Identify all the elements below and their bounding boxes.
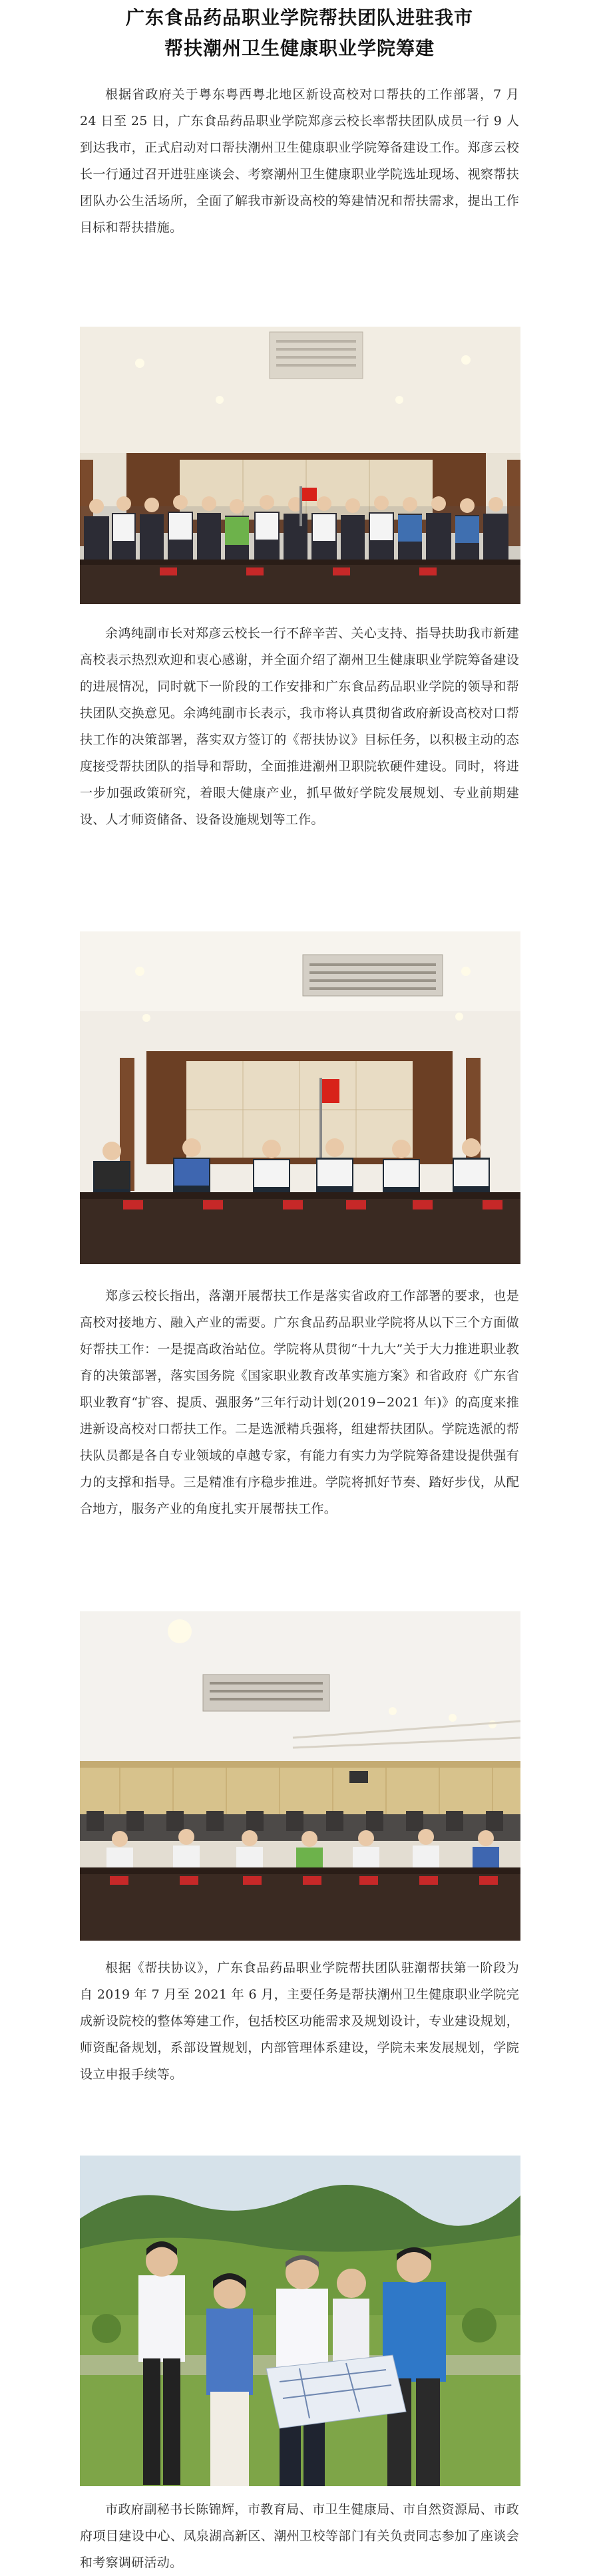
paragraph-agreement: 根据《帮扶协议》，广东食品药品职业学院帮扶团队驻潮帮扶第一阶段为自 2019 年 7 月至 2021 年 6 月，主要任务是帮扶潮州卫生健康职业学院完成新设院校的整体筹建工作，包括校区功能需求及规划设计，专业建设规划，师资配备规划，系部设置规划，内部管理体系建设，学院未来发展规划，学院设立申报手续等。: [80, 1961, 519, 2082]
meeting-photo-leaders-seated: [80, 931, 520, 1264]
article-title-line-2: 帮扶潮州卫生健康职业学院筹建: [164, 37, 435, 59]
meeting-photo-group-standing: [80, 327, 520, 604]
meeting-photo-hall-wide: [80, 1611, 520, 1941]
site-visit-photo-drawing: [80, 2156, 520, 2486]
paragraph-vice-mayor: 余鸿纯副市长对郑彦云校长一行不辞辛苦、关心支持、指导扶助我市新建高校表示热烈欢迎和衷心感谢，并全面介绍了潮州卫生健康职业学院筹备建设的进展情况，同时就下一阶段的工作安排和广东食品药品职业学院的领导和帮扶团队交换意见。余鸿纯副市长表示，我市将认真贯彻省政府新设高校对口帮扶工作的决策部署，落实双方签订的《帮扶协议》目标任务，以积极主动的态度接受帮扶团队的指导和帮助，全面推进潮州卫职院软硬件建设。同时，将进一步加强政策研究，着眼大健康产业，抓早做好学院发展规划、专业前期建设、人才师资储备、设备设施规划等工作。: [80, 626, 519, 827]
article-title-line-1: 广东食品药品职业学院帮扶团队进驻我市: [125, 7, 473, 29]
paragraph-attendees: 市政府副秘书长陈锦辉，市教育局、市卫生健康局、市自然资源局、市政府项目建设中心、凤泉湖高新区、潮州卫校等部门有关负责同志参加了座谈会和考察调研活动。: [80, 2502, 519, 2570]
site-visit-photo-outdoor: [80, 2156, 520, 2486]
meeting-photo-2-drawing: [80, 931, 520, 1264]
meeting-photo-1-drawing: [80, 327, 520, 604]
meeting-photo-3-drawing: [80, 1611, 520, 1941]
paragraph-principal: 郑彦云校长指出，落潮开展帮扶工作是落实省政府工作部署的要求，也是高校对接地方、融入产业的需要。广东食品药品职业学院将从以下三个方面做好帮扶工作：一是提高政治站位。学院将从贯彻“十九大”关于大力推进职业教育的决策部署，落实国务院《国家职业教育改革实施方案》和省政府《广东省职业教育“扩容、提质、强服务”三年行动计划(2019−2021 年)》的高度来推进新设高校对口帮扶工作。二是选派精兵强将，组建帮扶团队。学院选派的帮扶队员都是各自专业领域的卓越专家，有能力有实力为学院筹备建设提供强有力的支撑和指导。三是精准有序稳步推进。学院将抓好节奏、踏好步伐，从配合地方，服务产业的角度扎实开展帮扶工作。: [80, 1289, 519, 1516]
paragraph-intro: 根据省政府关于粤东粤西粤北地区新设高校对口帮扶的工作部署，7 月 24 日至 25 日，广东食品药品职业学院郑彦云校长率帮扶团队成员一行 9 人到达我市，正式启动对口帮扶潮州卫生健康职业学院筹备建设工作。郑彦云校长一行通过召开进驻座谈会、考察潮州卫生健康职业学院选址现场、视察帮扶团队办公生活场所，全面了解我市新设高校的筹建情况和帮扶需求，提出工作目标和帮扶措施。: [80, 87, 519, 235]
